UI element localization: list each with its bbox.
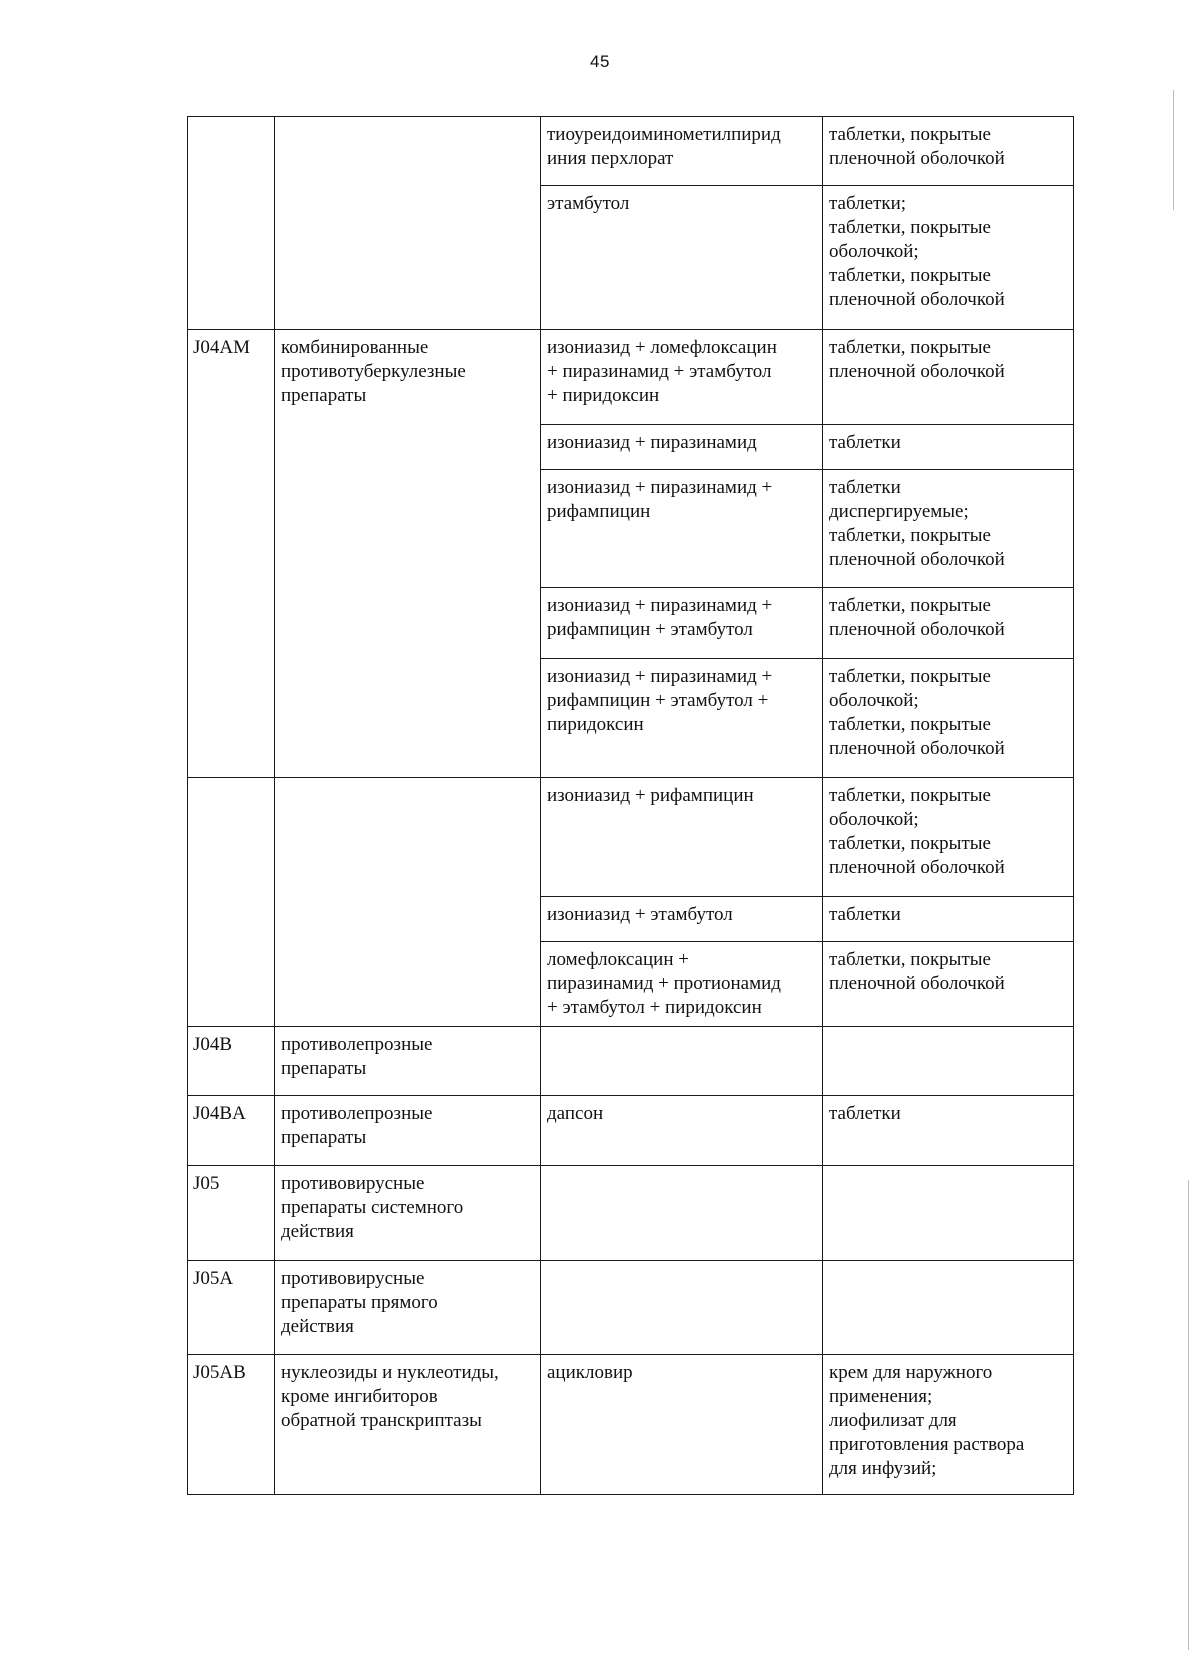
drug-name-cell: ломефлоксацин + пиразинамид + протионамид + этамбутол + пиридоксин <box>541 942 823 1027</box>
atc-code-cell: J04AM <box>188 330 275 778</box>
drug-name-cell <box>541 1166 823 1261</box>
dosage-form-cell: таблетки <box>823 1096 1074 1166</box>
page-number: 45 <box>590 52 610 71</box>
scan-edge-line <box>1188 1180 1189 1650</box>
table-row <box>188 1096 1074 1166</box>
atc-code-cell: J04B <box>188 1027 275 1096</box>
atc-code-cell: J05A <box>188 1261 275 1355</box>
atc-code-cell: J04BA <box>188 1096 275 1166</box>
table-row <box>188 117 1074 186</box>
drug-name-cell: изониазид + пиразинамид + рифампицин + этамбутол <box>541 588 823 659</box>
group-cell: противолепрозные препараты <box>275 1096 541 1166</box>
group-cell <box>275 778 541 1027</box>
group-cell: противовирусные препараты прямого действия <box>275 1261 541 1355</box>
drug-name-cell: изониазид + пиразинамид + рифампицин + этамбутол + пиридоксин <box>541 659 823 778</box>
drug-name-cell: тиоуреидоиминометилпирид иния перхлорат <box>541 117 823 186</box>
atc-code-cell <box>188 117 275 330</box>
drug-name-cell <box>541 1027 823 1096</box>
group-cell: противолепрозные препараты <box>275 1027 541 1096</box>
atc-code-cell: J05AB <box>188 1355 275 1495</box>
dosage-form-cell: таблетки, покрытые пленочной оболочкой <box>823 117 1074 186</box>
table-row <box>188 1166 1074 1261</box>
drug-name-cell: дапсон <box>541 1096 823 1166</box>
atc-code-cell <box>188 778 275 1027</box>
dosage-form-cell: таблетки, покрытые оболочкой; таблетки, покрытые пленочной оболочкой <box>823 778 1074 897</box>
dosage-form-cell <box>823 1166 1074 1261</box>
dosage-form-cell: таблетки, покрытые оболочкой; таблетки, покрытые пленочной оболочкой <box>823 659 1074 778</box>
drug-name-cell: изониазид + рифампицин <box>541 778 823 897</box>
dosage-form-cell: таблетки <box>823 897 1074 942</box>
drug-table <box>187 116 1074 1495</box>
dosage-form-cell: таблетки <box>823 425 1074 470</box>
drug-name-cell: ацикловир <box>541 1355 823 1495</box>
dosage-form-cell: таблетки, покрытые пленочной оболочкой <box>823 588 1074 659</box>
drug-name-cell <box>541 1261 823 1355</box>
dosage-form-cell <box>823 1261 1074 1355</box>
atc-code-cell: J05 <box>188 1166 275 1261</box>
table-row <box>188 778 1074 897</box>
group-cell: нуклеозиды и нуклеотиды, кроме ингибиторов обратной транскриптазы <box>275 1355 541 1495</box>
group-cell: комбинированные противотуберкулезные препараты <box>275 330 541 778</box>
group-cell: противовирусные препараты системного действия <box>275 1166 541 1261</box>
dosage-form-cell: таблетки; таблетки, покрытые оболочкой; таблетки, покрытые пленочной оболочкой <box>823 186 1074 330</box>
dosage-form-cell <box>823 1027 1074 1096</box>
table-row <box>188 1355 1074 1495</box>
drug-table-wrapper <box>187 116 1074 1495</box>
scan-edge-line <box>1173 90 1174 210</box>
drug-name-cell: изониазид + этамбутол <box>541 897 823 942</box>
group-cell <box>275 117 541 330</box>
drug-name-cell: изониазид + ломефлоксацин + пиразинамид + этамбутол + пиридоксин <box>541 330 823 425</box>
dosage-form-cell: таблетки, покрытые пленочной оболочкой <box>823 330 1074 425</box>
drug-name-cell: изониазид + пиразинамид + рифампицин <box>541 470 823 588</box>
dosage-form-cell: крем для наружного применения; лиофилизат для приготовления раствора для инфузий; <box>823 1355 1074 1495</box>
table-row <box>188 1027 1074 1096</box>
drug-name-cell: этамбутол <box>541 186 823 330</box>
table-row <box>188 330 1074 425</box>
drug-name-cell: изониазид + пиразинамид <box>541 425 823 470</box>
table-row <box>188 1261 1074 1355</box>
dosage-form-cell: таблетки диспергируемые; таблетки, покрытые пленочной оболочкой <box>823 470 1074 588</box>
dosage-form-cell: таблетки, покрытые пленочной оболочкой <box>823 942 1074 1027</box>
